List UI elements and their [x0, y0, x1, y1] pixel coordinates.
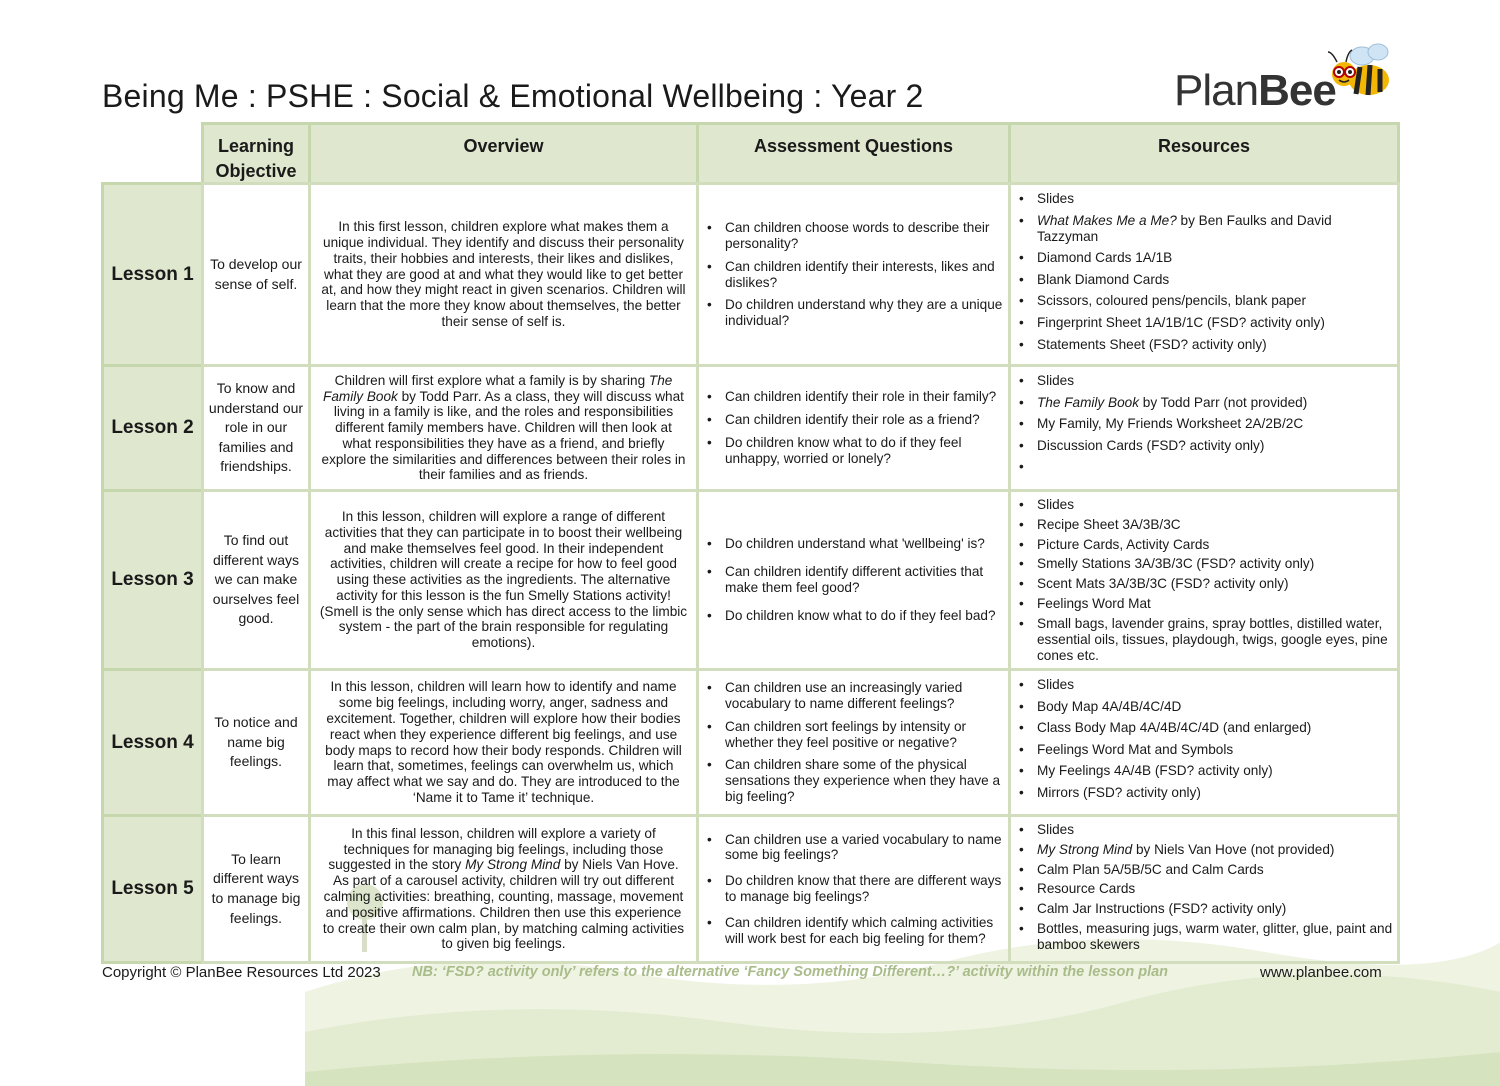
logo-plan: Plan	[1174, 66, 1259, 115]
copyright-text: Copyright © PlanBee Resources Ltd 2023	[102, 964, 381, 981]
assessment-question: • Do children know what to do if they feel bad?	[725, 608, 1004, 624]
lesson-1-objective: To develop our sense of self.	[201, 182, 311, 367]
lesson-1-resources	[1008, 182, 1400, 367]
resource-item: • Slides	[1037, 677, 1311, 693]
resource-item: • Feelings Word Mat	[1037, 596, 1393, 612]
assessment-question: • Can children use a varied vocabulary to name some big feelings?	[725, 832, 1004, 864]
assessment-question: • Do children know that there are different ways to manage big feelings?	[725, 873, 1004, 905]
logo-wordmark	[1174, 66, 1336, 116]
resource-item: • Blank Diamond Cards	[1037, 272, 1393, 288]
header-overview: Overview	[308, 122, 699, 185]
assessment-question: • Do children understand why they are a unique individual?	[725, 297, 1004, 329]
assessment-question: • Can children identify different activities that make them feel good?	[725, 564, 1004, 596]
resource-item: • Smelly Stations 3A/3B/3C (FSD? activity only)	[1037, 556, 1393, 572]
lesson-4-overview: In this lesson, children will learn how to identify and name some big feelings, including worry, anger, sadness and excitement. Together, children will explore how their bodies react when they experience different big feelings, and use body maps to record how their body responds. Children will learn that, sometimes, feelings can overwhelm us, which may affect what we say and do. They are introduced to the ‘Name it to Tame it’ technique.	[308, 668, 699, 817]
assessment-question: • Can children choose words to describe their personality?	[725, 220, 1004, 252]
resource-item: • Calm Jar Instructions (FSD? activity only)	[1037, 901, 1393, 917]
resource-item: • Bottles, measuring jugs, warm water, glitter, glue, paint and bamboo skewers	[1037, 921, 1393, 953]
lesson-5-overview: In this final lesson, children will explore a variety of techniques for managing big feelings, including those suggested in the story My Strong Mind by Niels Van Hove. As part of a carousel activity, children will try out different calming activities: breathing, counting, massage, movement and positive affirmations. Children then use this experience to create their own calm plan, by matching calming activities to given big feelings.	[308, 814, 699, 964]
lesson-1-label: Lesson 1	[101, 182, 204, 367]
resource-item: • Feelings Word Mat and Symbols	[1037, 742, 1311, 758]
lesson-4-objective: To notice and name big feelings.	[201, 668, 311, 817]
resource-item: • What Makes Me a Me? by Ben Faulks and David Tazzyman	[1037, 213, 1393, 245]
planbee-logo	[1170, 38, 1400, 118]
resource-item: • Slides	[1037, 497, 1393, 513]
assessment-question: • Can children identify which calming activities will work best for each big feeling for them?	[725, 915, 1004, 947]
header-learning-objective: Learning Objective	[201, 122, 311, 185]
assessment-question: • Can children share some of the physical sensations they experience when they have a big feeling?	[725, 757, 1004, 804]
resource-item: • My Family, My Friends Worksheet 2A/2B/2C	[1037, 416, 1307, 432]
lesson-4-resources	[1008, 668, 1400, 817]
resource-item: • Slides	[1037, 373, 1307, 389]
lesson-3-overview: In this lesson, children will explore a range of different activities that they can participate in to boost their wellbeing and make themselves feel good. In their independent activities, children will create a recipe for how to feel good using these activities as the ingredients. The alternative activity for this lesson is the fun Smelly Stations activity! (Smell is the only sense which has direct access to the limbic system - the part of the brain responsible for regulating emotions).	[308, 489, 699, 671]
resource-item: • The Family Book by Todd Parr (not provided)	[1037, 395, 1307, 411]
resource-item: • Calm Plan 5A/5B/5C and Calm Cards	[1037, 862, 1393, 878]
resource-item: • Scent Mats 3A/3B/3C (FSD? activity only)	[1037, 576, 1393, 592]
assessment-question: • Can children sort feelings by intensity or whether they feel positive or negative?	[725, 719, 1004, 751]
lesson-2-resources	[1008, 364, 1400, 492]
resource-item: • Body Map 4A/4B/4C/4D	[1037, 699, 1311, 715]
resource-item: • Resource Cards	[1037, 881, 1393, 897]
lesson-3-assessment	[696, 489, 1011, 671]
lesson-5-objective: To learn different ways to manage big feelings.	[201, 814, 311, 964]
assessment-question: • Can children use an increasingly varied vocabulary to name different feelings?	[725, 680, 1004, 712]
lesson-2-overview: Children will first explore what a family is by sharing The Family Book by Todd Parr. As a class, they will discuss what living in a family is like, and the roles and responsibilities different family members have. Children will then look at what responsibilities they have as a friend, and briefly explore the similarities and differences between their roles in their families and as friends.	[308, 364, 699, 492]
resource-item: • Recipe Sheet 3A/3B/3C	[1037, 517, 1393, 533]
resource-item: • Mirrors (FSD? activity only)	[1037, 785, 1311, 801]
fsd-note: NB: ‘FSD? activity only’ refers to the alternative ‘Fancy Something Different…?’ activity within the lesson plan	[412, 964, 1169, 980]
lesson-1-assessment	[696, 182, 1011, 367]
lesson-3-objective: To find out different ways we can make ourselves feel good.	[201, 489, 311, 671]
resource-item: • My Strong Mind by Niels Van Hove (not provided)	[1037, 842, 1393, 858]
resource-item: • Fingerprint Sheet 1A/1B/1C (FSD? activity only)	[1037, 315, 1393, 331]
resource-item: • Scissors, coloured pens/pencils, blank paper	[1037, 293, 1393, 309]
lesson-5-label: Lesson 5	[101, 814, 204, 964]
header-assessment-questions: Assessment Questions	[696, 122, 1011, 185]
resource-item: • Small bags, lavender grains, spray bottles, distilled water, essential oils, tissues, playdough, twigs, google eyes, pine cones etc.	[1037, 616, 1393, 664]
resource-item	[1037, 459, 1307, 475]
assessment-question: • Can children identify their interests, likes and dislikes?	[725, 259, 1004, 291]
header-resources: Resources	[1008, 122, 1400, 185]
lesson-2-assessment	[696, 364, 1011, 492]
resource-item: • Slides	[1037, 822, 1393, 838]
lesson-1-overview: In this first lesson, children explore what makes them a unique individual. They identify and discuss their personality traits, their hobbies and interests, their likes and dislikes, what they are good at and what they would like to get better at, and how they might react in given scenarios. Children will learn that the more they know about themselves, the better their sense of self is.	[308, 182, 699, 367]
assessment-question: • Do children know what to do if they feel unhappy, worried or lonely?	[725, 435, 1004, 467]
lesson-2-label: Lesson 2	[101, 364, 204, 492]
lesson-table	[101, 122, 1400, 964]
page-title: Being Me : PSHE : Social & Emotional Wellbeing : Year 2	[102, 78, 924, 114]
resource-item: • Slides	[1037, 191, 1393, 207]
website-link[interactable]: www.planbee.com	[1260, 964, 1382, 981]
resource-item: • Discussion Cards (FSD? activity only)	[1037, 438, 1307, 454]
lesson-4-assessment	[696, 668, 1011, 817]
assessment-question: • Can children identify their role as a friend?	[725, 412, 1004, 428]
lesson-2-objective: To know and understand our role in our families and friendships.	[201, 364, 311, 492]
assessment-question: • Can children identify their role in their family?	[725, 389, 1004, 405]
resource-item: • Diamond Cards 1A/1B	[1037, 250, 1393, 266]
logo-bee: Bee	[1258, 66, 1336, 115]
resource-item: • Statements Sheet (FSD? activity only)	[1037, 337, 1393, 353]
lesson-5-assessment	[696, 814, 1011, 964]
assessment-question: • Do children understand what 'wellbeing' is?	[725, 536, 1004, 552]
lesson-5-resources	[1008, 814, 1400, 964]
resource-item: • My Feelings 4A/4B (FSD? activity only)	[1037, 763, 1311, 779]
lesson-3-label: Lesson 3	[101, 489, 204, 671]
lesson-4-label: Lesson 4	[101, 668, 204, 817]
lesson-3-resources	[1008, 489, 1400, 671]
resource-item: • Class Body Map 4A/4B/4C/4D (and enlarged)	[1037, 720, 1311, 736]
resource-item: • Picture Cards, Activity Cards	[1037, 537, 1393, 553]
